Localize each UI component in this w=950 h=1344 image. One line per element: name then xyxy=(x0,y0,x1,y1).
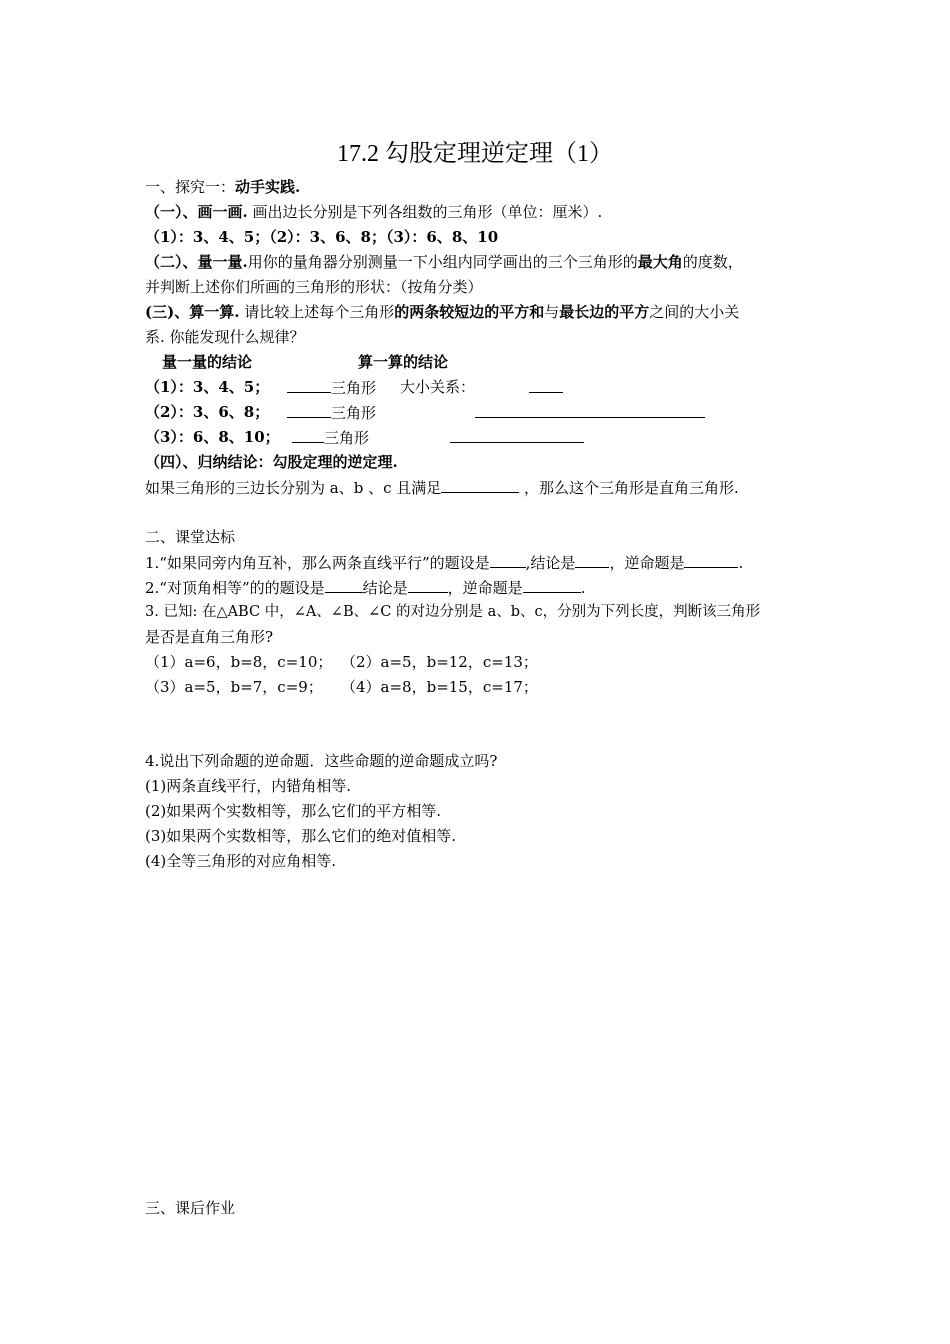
measure-text-bold: 最大角 xyxy=(637,253,683,271)
draw-text: 画出边长分别是下列各组数的三角形（单位：厘米）. xyxy=(247,203,603,221)
question-3-line2: 是否是直角三角形? xyxy=(145,628,274,646)
q4-item-1: (1)两条直线平行，内错角相等. xyxy=(145,777,352,795)
section3-heading: 三、课后作业 xyxy=(145,1199,236,1217)
row3-triangle: 三角形 xyxy=(324,429,370,447)
conclusion-text-b: ，那么这个三角形是直角三角形. xyxy=(519,479,739,497)
question-1 xyxy=(145,552,743,573)
row2-blank[interactable] xyxy=(287,402,331,418)
paragraph-measure xyxy=(145,252,743,272)
row1-label: （1）：3、4、5； xyxy=(145,378,270,396)
q3-option-2: （2）a=5，b=12，c=13； xyxy=(341,653,538,671)
row3-blank[interactable] xyxy=(292,427,324,443)
conclusion-heading: （四）、归纳结论：勾股定理的逆定理. xyxy=(145,453,398,471)
col-header-measure: 量一量的结论 xyxy=(162,353,253,371)
paragraph-calculate xyxy=(145,302,739,322)
question-2 xyxy=(145,577,585,598)
calculate-text-a: 请比较上述每个三角形 xyxy=(239,303,395,321)
measure-label: （二）、量一量. xyxy=(145,253,248,271)
row1-answer xyxy=(287,377,376,398)
question-4-heading: 4.说出下列命题的逆命题．这些命题的逆命题成立吗? xyxy=(145,752,498,770)
q4-item-2: (2)如果两个实数相等，那么它们的平方相等. xyxy=(145,802,442,820)
q3-option-1: （1）a=6，b=8，c=10； xyxy=(145,653,333,671)
calculate-text-bold2: 最长边的平方 xyxy=(559,303,650,321)
section1-heading xyxy=(145,177,300,197)
calculate-text-b: 与 xyxy=(544,303,560,321)
q4-item-3: (3)如果两个实数相等，那么它们的绝对值相等. xyxy=(145,827,457,845)
row1-relation-blank[interactable] xyxy=(529,377,563,393)
q1-text-d: . xyxy=(738,554,744,572)
draw-groups: （1）：3、4、5；（2）：3、6、8；（3）：6、8、10 xyxy=(145,228,499,246)
q1-blank-1[interactable] xyxy=(490,552,526,568)
q2-text-b: 结论是 xyxy=(362,579,408,597)
q2-text-a: 2.“对顶角相等”的的题设是 xyxy=(145,579,325,597)
col-header-calculate: 算一算的结论 xyxy=(358,353,449,371)
section1-heading-bold: 动手实践. xyxy=(235,178,301,196)
row1-relation-blank-wrap xyxy=(529,377,563,398)
q2-blank-3[interactable] xyxy=(523,577,581,593)
q1-text-c: ，逆命题是 xyxy=(609,554,685,572)
row2-label: （2）：3、6、8； xyxy=(145,403,270,421)
calculate-text-bold1: 的两条较短边的平方和 xyxy=(394,303,545,321)
q4-item-4: (4)全等三角形的对应角相等. xyxy=(145,852,337,870)
row3-label: （3）：6、8、10； xyxy=(145,428,280,446)
row2-triangle: 三角形 xyxy=(331,404,377,422)
conclusion-text xyxy=(145,477,739,498)
question-3-line1: 3. 已知: 在△ABC 中，∠A、∠B、∠C 的对边分别是 a、b、c，分别为下列长度，判断该三角形 xyxy=(145,604,761,620)
calculate-line2: 系. 你能发现什么规律？ xyxy=(145,328,305,346)
result-row-3 xyxy=(145,427,280,447)
q1-text-b: ,结论是 xyxy=(525,554,576,572)
q1-blank-2[interactable] xyxy=(575,552,609,568)
calculate-label: (三)、算一算. xyxy=(145,303,240,321)
conclusion-blank[interactable] xyxy=(441,477,519,493)
row1-blank[interactable] xyxy=(287,377,331,393)
paragraph-draw xyxy=(145,202,602,222)
q2-text-d: . xyxy=(580,579,586,597)
calculate-text-c: 之间的大小关 xyxy=(649,303,740,321)
row3-relation-blank-wrap xyxy=(450,427,584,448)
q2-text-c: ，逆命题是 xyxy=(447,579,523,597)
row1-relation: 大小关系： xyxy=(400,378,476,396)
measure-text-b: 的度数， xyxy=(682,253,743,271)
q2-blank-2[interactable] xyxy=(408,577,448,593)
section1-heading-prefix: 一、探究一： xyxy=(145,178,236,196)
row2-answer xyxy=(287,402,376,423)
q2-blank-1[interactable] xyxy=(325,577,363,593)
row2-relation-blank[interactable] xyxy=(475,402,705,418)
page-title: 17.2 勾股定理逆定理（1） xyxy=(337,141,613,167)
q3-option-4: （4）a=8，b=15，c=17； xyxy=(341,678,538,696)
row2-relation-blank-wrap xyxy=(475,402,705,423)
result-row-2 xyxy=(145,402,269,422)
measure-text-a: 用你的量角器分别测量一下小组内同学画出的三个三角形的 xyxy=(247,253,638,271)
draw-label: （一）、画一画. xyxy=(145,203,248,221)
row1-triangle: 三角形 xyxy=(331,379,377,397)
row3-relation-blank[interactable] xyxy=(450,427,584,443)
conclusion-text-a: 如果三角形的三边长分别为 a、b 、c 且满足 xyxy=(145,479,442,497)
result-row-1 xyxy=(145,377,269,397)
q1-blank-3[interactable] xyxy=(684,552,738,568)
q1-text-a: 1.“如果同旁内角互补，那么两条直线平行”的题设是 xyxy=(145,554,490,572)
measure-line2: 并判断上述你们所画的三角形的形状：（按角分类） xyxy=(145,278,483,296)
q3-option-3: （3）a=5，b=7，c=9； xyxy=(145,678,323,696)
row3-answer xyxy=(292,427,369,448)
section2-heading: 二、课堂达标 xyxy=(145,528,236,546)
